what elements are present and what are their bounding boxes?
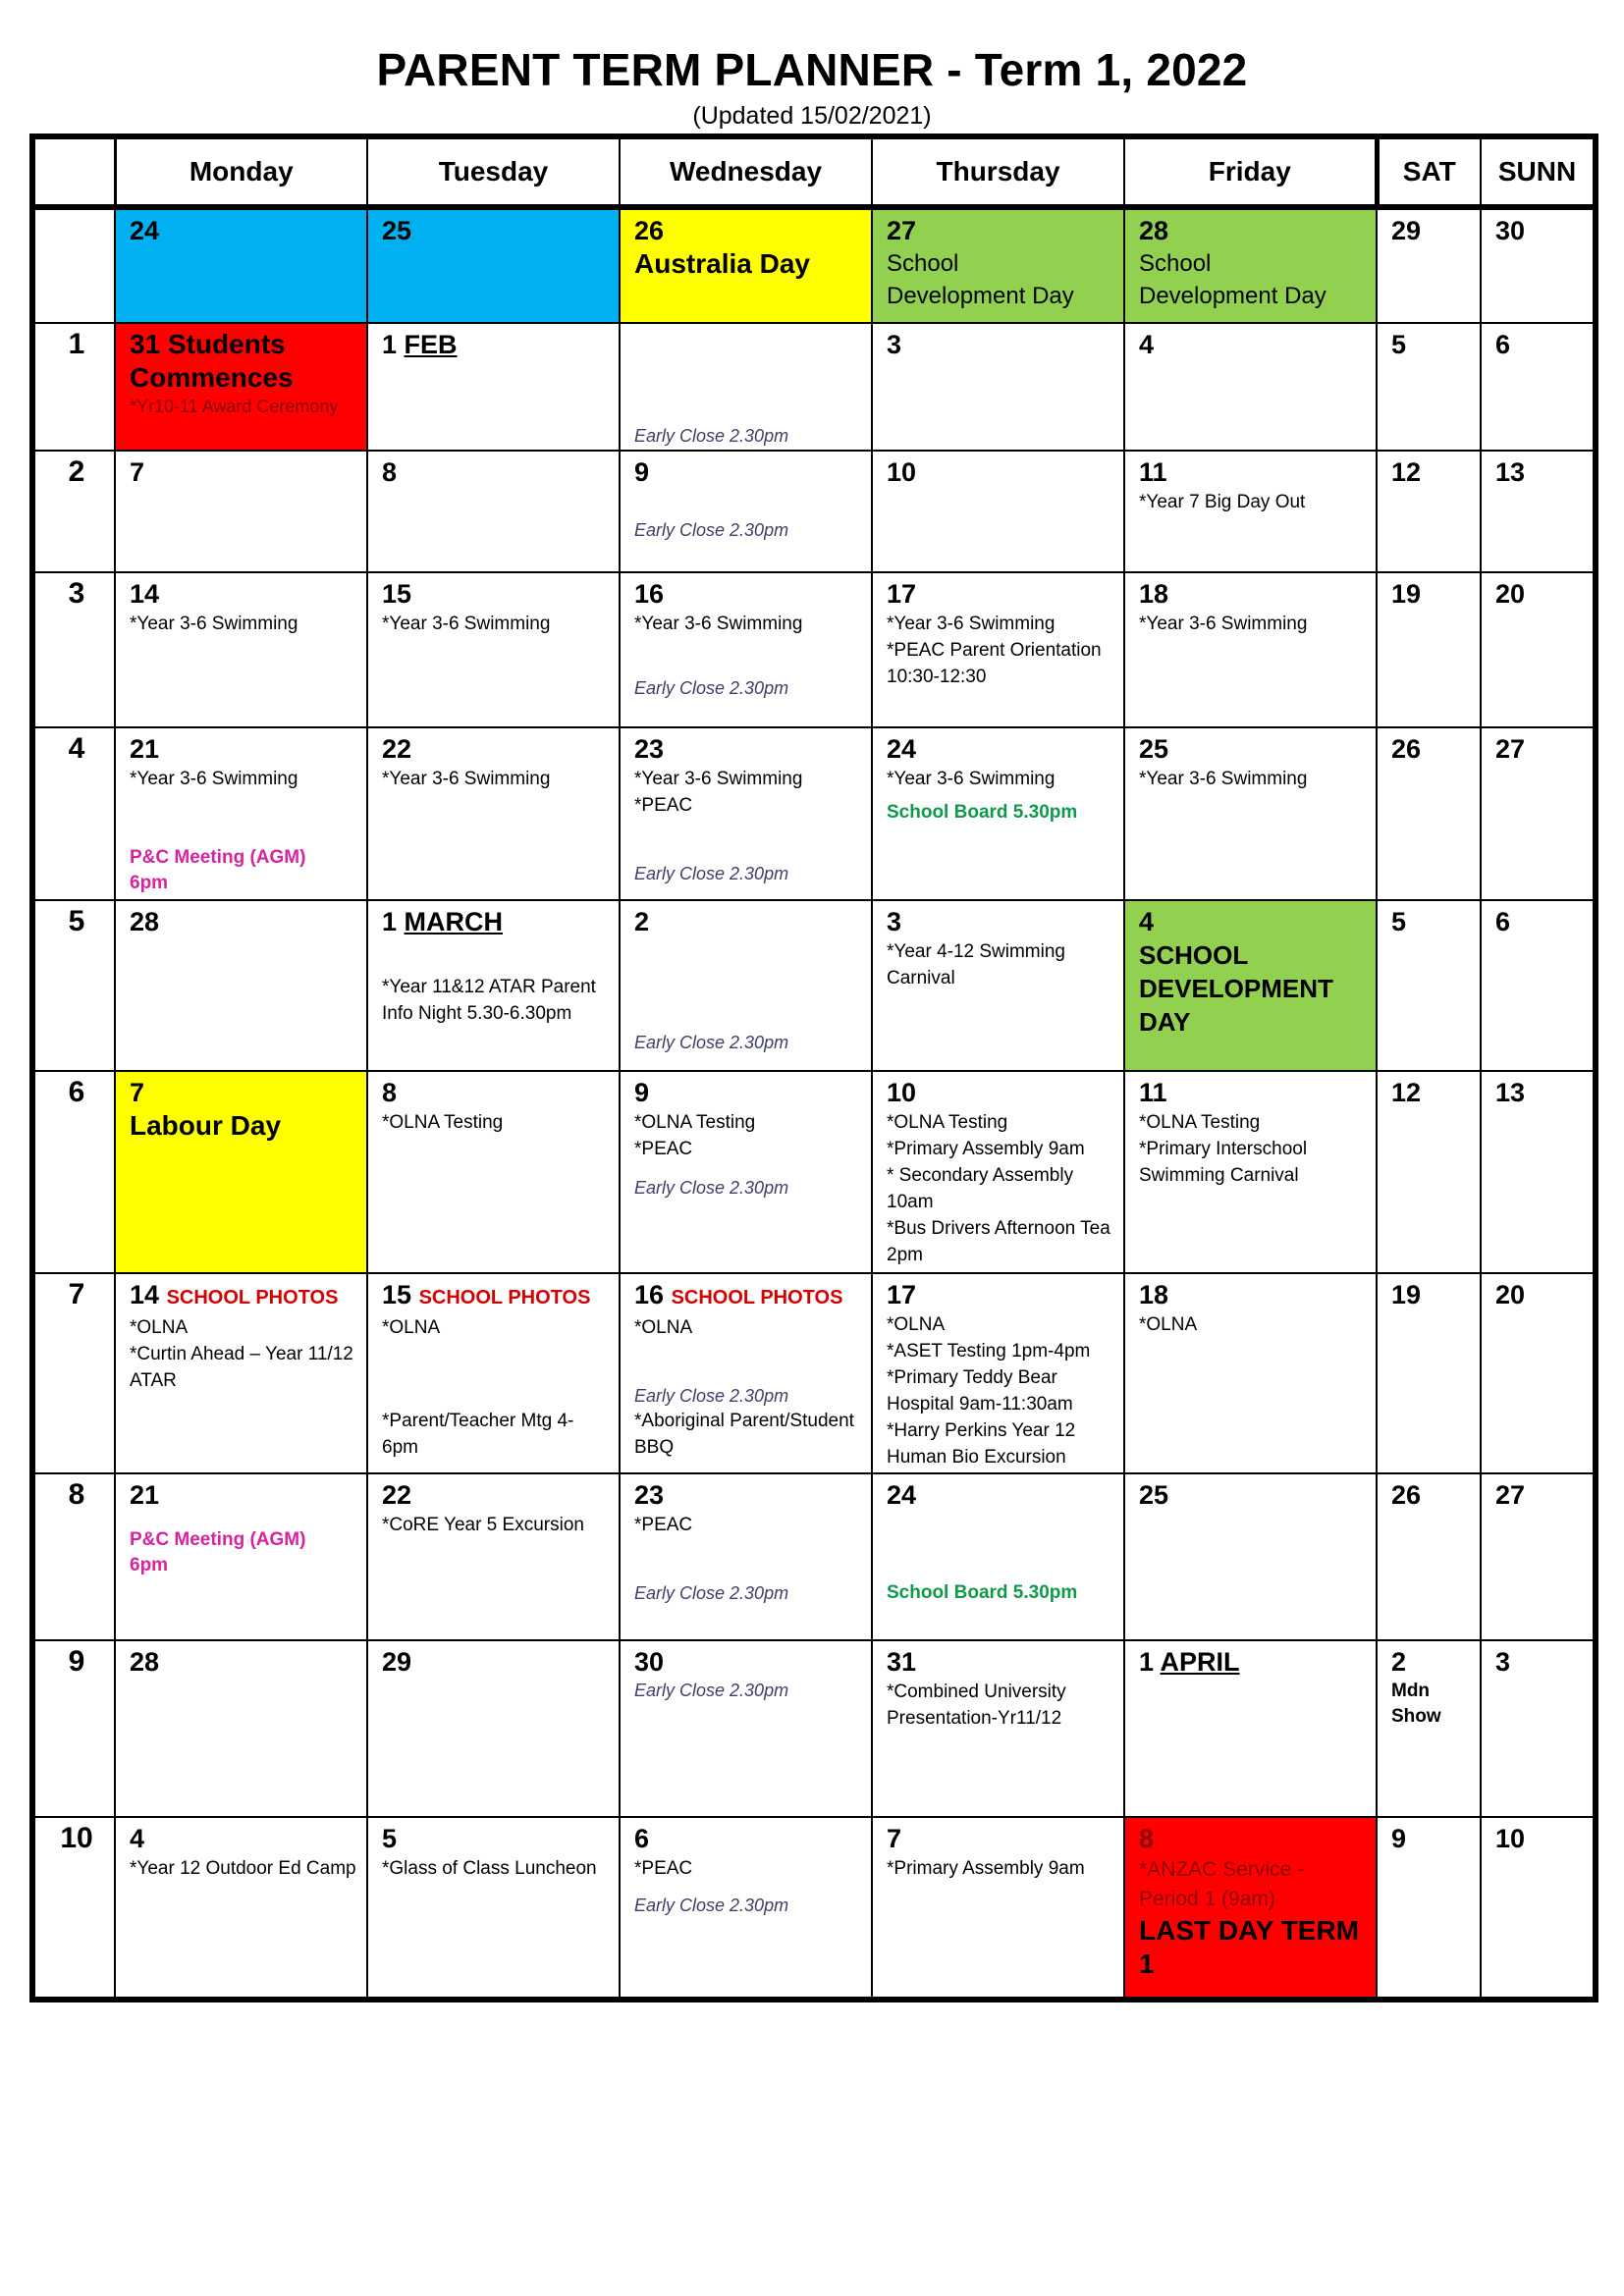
school-photos-label: SCHOOL PHOTOS (418, 1287, 591, 1308)
early-close-note: Early Close 2.30pm (634, 1386, 789, 1406)
event-note: *PEAC (634, 795, 693, 816)
day-number: 6 (634, 1824, 650, 1853)
day-number (130, 1278, 356, 1314)
week-number: 10 (32, 1817, 115, 2000)
day-number: 10 (1495, 1824, 1526, 1853)
week-number: 5 (32, 900, 115, 1071)
day-number: 3 (887, 907, 902, 936)
early-close-note: Early Close 2.30pm (634, 864, 789, 883)
day-number: 31 (130, 329, 161, 359)
day-number: 13 (1495, 1078, 1526, 1107)
day-cell-feb-24 (872, 727, 1124, 900)
day-cell-jan-24 (115, 207, 367, 323)
day-cell-feb-10 (872, 451, 1124, 572)
day-cell-mar-1 (367, 900, 620, 1071)
day-number: 6 (1495, 907, 1511, 936)
day-cell-mar-26 (1377, 1473, 1481, 1640)
event-note: *PEAC Parent Orientation 10:30-12:30 (887, 640, 1102, 687)
event-note: Mdn (1391, 1681, 1431, 1701)
day-number: 4 (130, 1824, 145, 1853)
day-cell-apr-3 (1481, 1640, 1596, 1817)
header-row (32, 136, 1596, 207)
column-header-wednesday: Wednesday (620, 136, 872, 207)
week-row-10 (32, 1817, 1596, 2000)
event-note: *Primary Teddy Bear Hospital 9am-11:30am (887, 1367, 1073, 1415)
term-planner-table (29, 133, 1598, 2002)
day-number: 7 (130, 1078, 145, 1107)
day-number: 14 (130, 579, 160, 609)
pc-meeting-note: P&C Meeting (AGM) (130, 847, 306, 868)
updated-date: (Updated 15/02/2021) (692, 102, 932, 130)
day-cell-jan-30 (1481, 207, 1596, 323)
day-cell-feb-12 (1377, 451, 1481, 572)
day-cell-mar-15 (367, 1273, 620, 1473)
event-note: * Secondary Assembly 10am (887, 1165, 1074, 1212)
day-number: 5 (1391, 907, 1407, 936)
day-number: 6 (1495, 330, 1511, 359)
day-cell-feb-15 (367, 572, 620, 727)
day-number: 23 (634, 734, 665, 764)
day-number: 25 (382, 216, 412, 245)
day-number: 12 (1391, 1078, 1422, 1107)
day-number: 8 (382, 457, 398, 487)
day-number: 2 (1391, 1647, 1407, 1677)
day-cell-mar-9 (620, 1071, 872, 1273)
week-number: 1 (32, 323, 115, 451)
day-cell-feb-25 (1124, 727, 1377, 900)
day-cell-jan-28 (1124, 207, 1377, 323)
day-cell-mar-5 (1377, 900, 1481, 1071)
week-number: 7 (32, 1273, 115, 1473)
day-cell-feb-18 (1124, 572, 1377, 727)
day-cell-jan-31 (115, 323, 367, 451)
day-number: 19 (1391, 579, 1422, 609)
event-note: *Year 3-6 Swimming (382, 614, 551, 634)
event-note: *OLNA (382, 1317, 441, 1338)
event-text: Students (167, 329, 286, 359)
day-number (382, 1278, 609, 1314)
day-cell-mar-23 (620, 1473, 872, 1640)
day-cell-mar-28 (115, 1640, 367, 1817)
day-number-text: 1 (382, 907, 398, 936)
day-number: 29 (1391, 216, 1422, 245)
day-number-text: 1 (1139, 1647, 1155, 1677)
event-label: School (1139, 250, 1212, 277)
week-row-1 (32, 323, 1596, 451)
day-number: 5 (1391, 330, 1407, 359)
day-number: 17 (887, 579, 917, 609)
day-cell-mar-24 (872, 1473, 1124, 1640)
event-label: School (887, 250, 959, 277)
event-note: *Year 3-6 Swimming (887, 614, 1056, 634)
week-number: 3 (32, 572, 115, 727)
event-note: *Curtin Ahead – Year 11/12 ATAR (130, 1344, 353, 1391)
event-note: *Parent/Teacher Mtg 4-6pm (382, 1411, 574, 1458)
day-number: 9 (1391, 1824, 1407, 1853)
day-cell-mar-14 (115, 1273, 367, 1473)
column-header-friday: Friday (1124, 136, 1377, 207)
day-cell-apr-1 (1124, 1640, 1377, 1817)
event-note: *Year 3-6 Swimming (130, 769, 298, 789)
day-number: 18 (1139, 1280, 1169, 1309)
day-number: 10 (887, 1078, 917, 1107)
day-cell-feb-13 (1481, 451, 1596, 572)
day-cell-feb-19 (1377, 572, 1481, 727)
day-number: 20 (1495, 1280, 1526, 1309)
event-note: *Combined University Presentation-Yr11/12 (887, 1682, 1066, 1729)
event-note: *OLNA Testing (887, 1112, 1008, 1133)
week-row-4 (32, 727, 1596, 900)
event-note: *Primary Interschool Swimming Carnival (1139, 1139, 1308, 1186)
day-cell-feb-5 (1377, 323, 1481, 451)
day-number: 9 (634, 1078, 650, 1107)
column-header-thursday: Thursday (872, 136, 1124, 207)
day-number-text: 14 (130, 1280, 160, 1309)
day-cell-mar-16 (620, 1273, 872, 1473)
event-note: *OLNA (1139, 1314, 1198, 1335)
event-note: *Year 3-6 Swimming (382, 769, 551, 789)
day-cell-mar-2 (620, 900, 872, 1071)
event-note: *Year 3-6 Swimming (887, 769, 1056, 789)
day-number (382, 905, 609, 938)
early-close-note: Early Close 2.30pm (634, 678, 789, 698)
day-number: 31 (887, 1647, 917, 1677)
day-number: 5 (382, 1824, 398, 1853)
early-close-note: Early Close 2.30pm (634, 1681, 789, 1700)
day-cell-feb-1 (367, 323, 620, 451)
pc-meeting-time: 6pm (130, 873, 169, 893)
page-title: PARENT TERM PLANNER - Term 1, 2022 (376, 44, 1248, 95)
event-note: *PEAC (634, 1515, 693, 1535)
week-row-7 (32, 1273, 1596, 1473)
event-note: *ASET Testing 1pm-4pm (887, 1341, 1091, 1362)
column-header-sunday: SUNN (1481, 136, 1596, 207)
day-cell-feb-6 (1481, 323, 1596, 451)
day-number: 26 (634, 216, 665, 245)
day-number: 28 (130, 1647, 160, 1677)
day-cell-mar-8 (367, 1071, 620, 1273)
month-label: FEB (404, 330, 458, 359)
day-cell-mar-4 (1124, 900, 1377, 1071)
event-note: *PEAC (634, 1139, 693, 1159)
day-cell-feb-16 (620, 572, 872, 727)
day-number: 30 (634, 1647, 665, 1677)
day-cell-apr-9 (1377, 1817, 1481, 2000)
day-cell-feb-9 (620, 451, 872, 572)
event-note: *Year 7 Big Day Out (1139, 492, 1306, 512)
day-cell-mar-25 (1124, 1473, 1377, 1640)
pc-meeting-time: 6pm (130, 1555, 169, 1575)
day-cell-jan-27 (872, 207, 1124, 323)
week-number: 2 (32, 451, 115, 572)
day-cell-jan-25 (367, 207, 620, 323)
day-cell-apr-6 (620, 1817, 872, 2000)
day-cell-feb-8 (367, 451, 620, 572)
day-cell-mar-11 (1124, 1071, 1377, 1273)
event-label: Commences (130, 362, 294, 393)
event-note: *CoRE Year 5 Excursion (382, 1515, 584, 1535)
event-note: *Year 12 Outdoor Ed Camp (130, 1858, 356, 1879)
day-cell-feb-17 (872, 572, 1124, 727)
month-label: MARCH (404, 907, 504, 936)
day-cell-mar-10 (872, 1071, 1124, 1273)
day-number: 30 (1495, 216, 1526, 245)
day-number: 27 (887, 216, 917, 245)
day-cell-mar-27 (1481, 1473, 1596, 1640)
day-number: 26 (1391, 1480, 1422, 1510)
event-note: *Year 3-6 Swimming (634, 769, 803, 789)
day-number: 27 (1495, 1480, 1526, 1510)
day-number: 4 (1139, 330, 1155, 359)
event-note: *ANZAC Service - Period 1 (9am) (1139, 1858, 1305, 1910)
day-number: 4 (1139, 907, 1155, 936)
early-close-note: Early Close 2.30pm (634, 1178, 789, 1198)
day-number (634, 1278, 861, 1314)
day-number: 24 (130, 216, 160, 245)
day-cell-apr-10 (1481, 1817, 1596, 2000)
day-cell-feb-3 (872, 323, 1124, 451)
day-number: 15 (382, 579, 412, 609)
event-note: *Bus Drivers Afternoon Tea 2pm (887, 1218, 1110, 1265)
day-cell-feb-2 (620, 323, 872, 451)
event-note: *OLNA Testing (634, 1112, 756, 1133)
day-cell-feb-28 (115, 900, 367, 1071)
early-close-note: Early Close 2.30pm (634, 1583, 789, 1603)
day-number: 21 (130, 734, 160, 764)
early-close-note: Early Close 2.30pm (634, 426, 789, 446)
day-cell-mar-31 (872, 1640, 1124, 1817)
day-cell-apr-2 (1377, 1640, 1481, 1817)
day-cell-mar-19 (1377, 1273, 1481, 1473)
day-number: 16 (634, 579, 665, 609)
day-cell-apr-7 (872, 1817, 1124, 2000)
day-cell-mar-18 (1124, 1273, 1377, 1473)
day-cell-mar-13 (1481, 1071, 1596, 1273)
day-cell-apr-8 (1124, 1817, 1377, 2000)
school-board-note: School Board 5.30pm (887, 802, 1078, 823)
day-number: 24 (887, 1480, 917, 1510)
day-cell-mar-12 (1377, 1071, 1481, 1273)
day-cell-jan-29 (1377, 207, 1481, 323)
day-number: 8 (1139, 1824, 1155, 1853)
day-number: 12 (1391, 457, 1422, 487)
event-note: *Primary Assembly 9am (887, 1139, 1085, 1159)
week-row-8 (32, 1473, 1596, 1640)
day-number (382, 328, 609, 361)
day-number (1139, 1645, 1366, 1679)
day-cell-mar-17 (872, 1273, 1124, 1473)
day-number: 3 (1495, 1647, 1511, 1677)
column-header-tuesday: Tuesday (367, 136, 620, 207)
week-number: 4 (32, 727, 115, 900)
event-label: Development Day (887, 283, 1074, 309)
day-number: 28 (130, 907, 160, 936)
event-note: *Yr10-11 Award Ceremony (130, 397, 339, 416)
day-cell-feb-7 (115, 451, 367, 572)
day-cell-jan-26 (620, 207, 872, 323)
day-cell-feb-27 (1481, 727, 1596, 900)
week-number: 9 (32, 1640, 115, 1817)
day-cell-apr-5 (367, 1817, 620, 2000)
week-number (32, 207, 115, 323)
day-cell-mar-21 (115, 1473, 367, 1640)
event-note: *Year 3-6 Swimming (1139, 769, 1308, 789)
week-row-5 (32, 900, 1596, 1071)
week-column-header (32, 136, 115, 207)
event-note: *OLNA (887, 1314, 946, 1335)
week-row-0 (32, 207, 1596, 323)
day-number: 24 (887, 734, 917, 764)
day-number-text: 16 (634, 1280, 665, 1309)
day-number: 28 (1139, 216, 1169, 245)
day-number-text: 1 (382, 330, 398, 359)
day-number: 7 (130, 457, 145, 487)
event-note: *Year 3-6 Swimming (130, 614, 298, 634)
event-note: *Harry Perkins Year 12 Human Bio Excursion (887, 1420, 1076, 1468)
column-header-monday: Monday (115, 136, 367, 207)
event-note: *OLNA (634, 1317, 693, 1338)
day-number: 7 (887, 1824, 902, 1853)
event-note: *Aboriginal Parent/Student BBQ (634, 1411, 854, 1458)
day-number: 22 (382, 734, 412, 764)
event-note: *Glass of Class Luncheon (382, 1858, 597, 1879)
event-label: SCHOOL DEVELOPMENT DAY (1139, 940, 1333, 1037)
day-cell-apr-4 (115, 1817, 367, 2000)
day-number: 11 (1139, 457, 1167, 487)
day-number: 11 (1139, 1078, 1167, 1107)
day-number: 22 (382, 1480, 412, 1510)
day-number: 13 (1495, 457, 1526, 487)
event-note: *Year 4-12 Swimming Carnival (887, 941, 1065, 988)
day-number: 8 (382, 1078, 398, 1107)
day-cell-mar-20 (1481, 1273, 1596, 1473)
day-number: 26 (1391, 734, 1422, 764)
day-number: 21 (130, 1480, 160, 1510)
day-number: 2 (634, 907, 650, 936)
week-row-2 (32, 451, 1596, 572)
early-close-note: Early Close 2.30pm (634, 520, 789, 540)
day-cell-feb-4 (1124, 323, 1377, 451)
day-number: 3 (887, 330, 902, 359)
day-cell-feb-14 (115, 572, 367, 727)
event-label: Development Day (1139, 283, 1326, 309)
event-note: *Year 3-6 Swimming (634, 614, 803, 634)
school-photos-label: SCHOOL PHOTOS (671, 1287, 843, 1308)
early-close-note: Early Close 2.30pm (634, 1896, 789, 1915)
day-number: 25 (1139, 734, 1169, 764)
day-number: 25 (1139, 1480, 1169, 1510)
month-label: APRIL (1160, 1647, 1240, 1677)
day-cell-mar-6 (1481, 900, 1596, 1071)
day-cell-mar-3 (872, 900, 1124, 1071)
event-label (130, 328, 356, 361)
event-note: Show (1391, 1706, 1441, 1727)
day-cell-feb-11 (1124, 451, 1377, 572)
event-note: *PEAC (634, 1858, 693, 1879)
day-cell-mar-30 (620, 1640, 872, 1817)
event-note: *Year 3-6 Swimming (1139, 614, 1308, 634)
day-cell-feb-23 (620, 727, 872, 900)
school-board-note: School Board 5.30pm (887, 1582, 1078, 1603)
pc-meeting-note: P&C Meeting (AGM) (130, 1529, 306, 1550)
week-row-6 (32, 1071, 1596, 1273)
event-note: *OLNA (130, 1317, 189, 1338)
day-cell-feb-26 (1377, 727, 1481, 900)
day-number: 18 (1139, 579, 1169, 609)
day-cell-mar-29 (367, 1640, 620, 1817)
week-number: 8 (32, 1473, 115, 1640)
day-number: 19 (1391, 1280, 1422, 1309)
event-note: *OLNA Testing (1139, 1112, 1261, 1133)
day-number: 20 (1495, 579, 1526, 609)
column-header-saturday: SAT (1377, 136, 1481, 207)
week-number: 6 (32, 1071, 115, 1273)
day-number-text: 15 (382, 1280, 412, 1309)
holiday-label: Labour Day (130, 1110, 282, 1141)
week-row-3 (32, 572, 1596, 727)
event-note: *Year 11&12 ATAR Parent Info Night 5.30-6.30pm (382, 977, 596, 1024)
event-label: LAST DAY TERM 1 (1139, 1915, 1360, 1979)
day-number: 29 (382, 1647, 412, 1677)
day-number: 23 (634, 1480, 665, 1510)
event-note: *Primary Assembly 9am (887, 1858, 1085, 1879)
day-cell-mar-22 (367, 1473, 620, 1640)
day-cell-feb-22 (367, 727, 620, 900)
school-photos-label: SCHOOL PHOTOS (166, 1287, 339, 1308)
day-number: 9 (634, 457, 650, 487)
day-cell-feb-21 (115, 727, 367, 900)
day-cell-feb-20 (1481, 572, 1596, 727)
holiday-label: Australia Day (634, 248, 810, 279)
day-number: 10 (887, 457, 917, 487)
day-number: 17 (887, 1280, 917, 1309)
day-cell-mar-7 (115, 1071, 367, 1273)
day-number: 27 (1495, 734, 1526, 764)
early-close-note: Early Close 2.30pm (634, 1033, 789, 1052)
event-note: *OLNA Testing (382, 1112, 504, 1133)
week-row-9 (32, 1640, 1596, 1817)
